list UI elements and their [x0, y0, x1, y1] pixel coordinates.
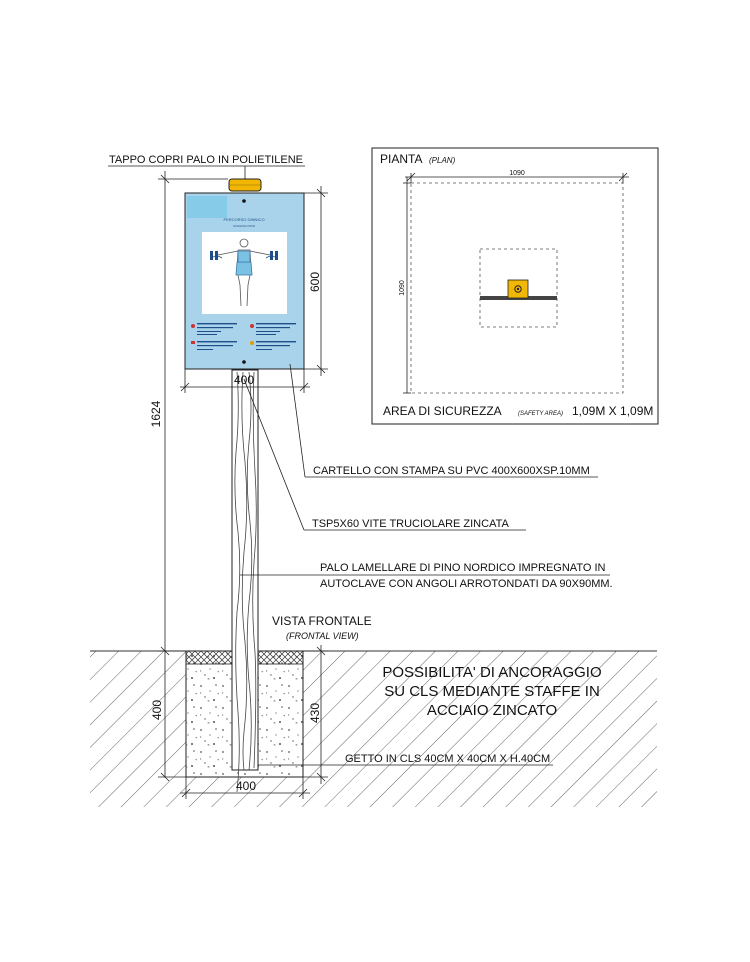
pole-cap [229, 179, 261, 191]
sign-subtitle: JOGGING PATH [232, 224, 256, 228]
front-view-subtitle: (FRONTAL VIEW) [286, 631, 359, 641]
screw-bottom-icon [242, 360, 246, 364]
sign-title: PERCORSO GINNICO [223, 217, 265, 222]
plan-depth-dim: 1090 [399, 280, 406, 296]
pole-label-line2: AUTOCLAVE CON ANGOLI ARROTONDATI DA 90X90MM. [320, 578, 613, 590]
safety-area-label: AREA DI SICUREZZA [383, 404, 502, 418]
dim-foundation-depth: 400 [150, 699, 164, 721]
dim-sign-height: 600 [308, 271, 322, 293]
front-view-title: VISTA FRONTALE [272, 614, 372, 628]
screw-top-icon [242, 199, 246, 203]
pole-label-line1: PALO LAMELLARE DI PINO NORDICO IMPREGNATO IN [320, 562, 606, 574]
plan-width-dim: 1090 [509, 170, 525, 177]
safety-area-label-en: (SAFETY AREA) [518, 411, 564, 417]
anchor-label-line2: SU CLS MEDIANTE STAFFE IN [384, 683, 600, 700]
plan-title: PIANTA [380, 152, 423, 166]
sign-description-label: CARTELLO CON STAMPA SU PVC 400X600XSP.10MM [313, 465, 590, 477]
anchor-label-line1: POSSIBILITA' DI ANCORAGGIO [382, 664, 602, 681]
safety-area-size: 1,09M X 1,09M [572, 404, 654, 418]
information-sign [185, 193, 304, 369]
wooden-pole [232, 370, 258, 792]
plan-title-en: (PLAN) [429, 156, 456, 165]
anchor-label-line3: ACCIAIO ZINCATO [426, 702, 558, 719]
plan-view [372, 148, 658, 424]
dim-foundation-height: 430 [308, 702, 322, 724]
concrete-label: GETTO IN CLS 40CM X 40CM X H.40CM [345, 753, 551, 765]
dim-sign-width: 400 [233, 373, 255, 387]
cap-label: TAPPO COPRI PALO IN POLIETILENE [109, 154, 303, 166]
screw-label: TSP5X60 VITE TRUCIOLARE ZINCATA [312, 518, 509, 530]
dim-total-height: 1624 [149, 400, 163, 428]
dim-foundation-width: 400 [235, 779, 257, 793]
